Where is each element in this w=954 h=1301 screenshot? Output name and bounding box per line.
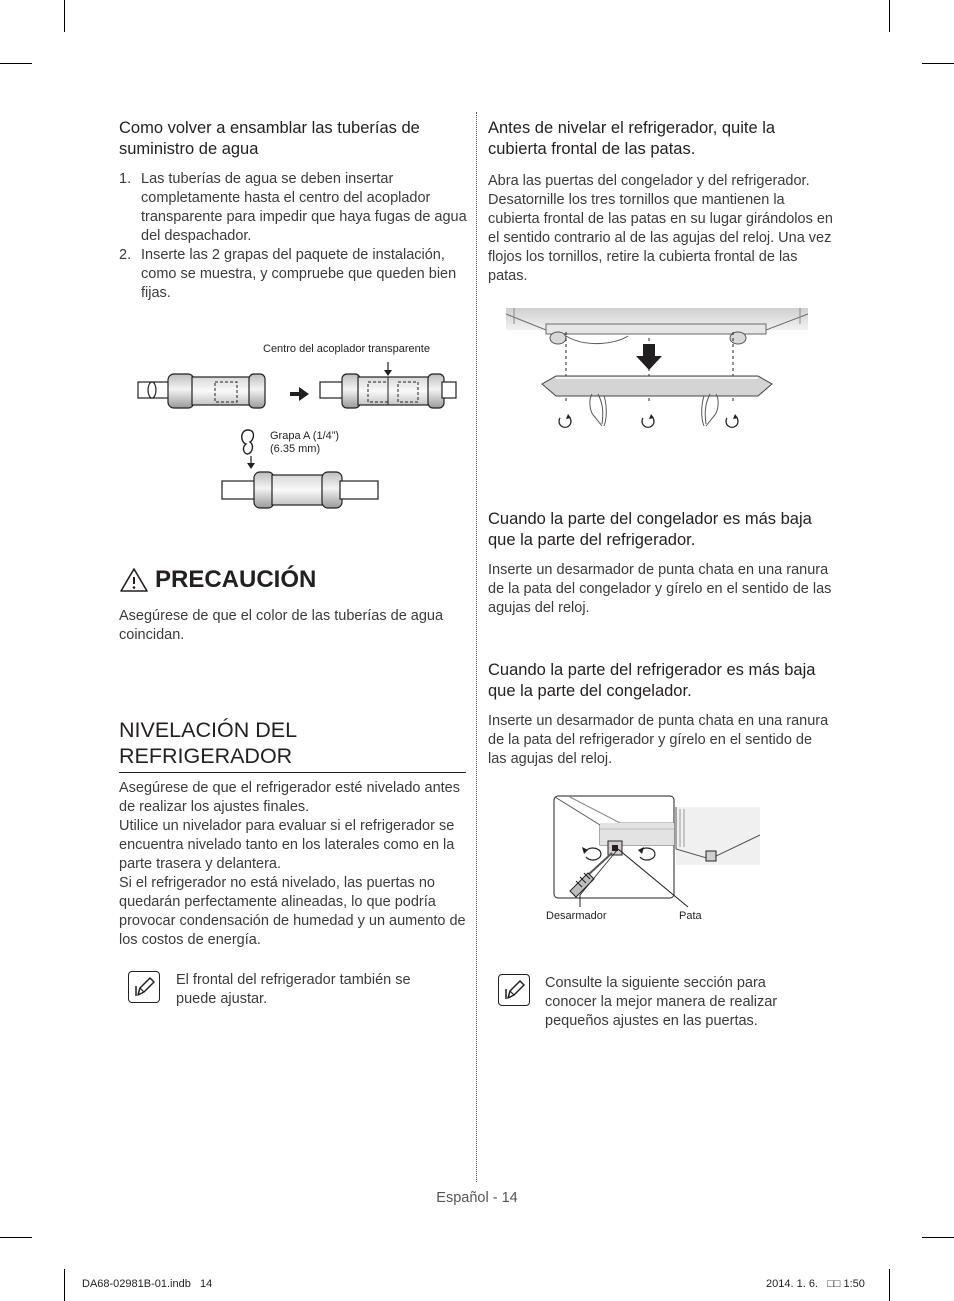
crop-mark xyxy=(64,0,65,32)
freezer-low-text: Inserte un desarmador de punta chata en una ranura de la pata del congelador y gírelo en el sentido de las agujas del reloj. xyxy=(488,562,832,616)
cover-text: Abra las puertas del congelador y del refrigerador. Desatornille los tres tornillos que mantienen la cubierta frontal de las patas en su lugar girándolos en el sentido contrario al de las agujas del reloj. Una vez flojos los tornillos, retire la cubierta frontal de las patas. xyxy=(488,173,833,284)
caution-heading xyxy=(119,566,316,594)
fridge-low-text: Inserte un desarmador de punta chata en una ranura de la pata del refrigerador y gírelo en el sentido de las agujas del reloj. xyxy=(488,713,829,767)
step-item xyxy=(119,246,467,303)
clip-label xyxy=(270,430,339,456)
screwdriver-figure xyxy=(540,795,762,930)
step-text: Inserte las 2 grapas del paquete de instalación, como se muestra, y compruebe que queden bien fijas. xyxy=(141,247,457,301)
leg-label: Pata xyxy=(679,910,702,922)
crop-mark xyxy=(922,1237,954,1238)
right-column xyxy=(488,118,833,286)
note-icon xyxy=(498,974,530,1006)
caution-title: PRECAUCIÓN xyxy=(155,566,317,593)
step-item xyxy=(119,170,467,246)
slug-date: 2014. 1. 6. □□ 1:50 xyxy=(766,1278,865,1290)
crop-mark xyxy=(0,1237,32,1238)
coupler-center-label: Centro del acoplador transparente xyxy=(263,343,430,355)
note-box xyxy=(128,971,458,1009)
page-number: Español - 14 xyxy=(436,1190,518,1206)
note-text: El frontal del refrigerador también se puede ajustar. xyxy=(176,972,411,1007)
leg-cover-illustration xyxy=(506,308,808,434)
step-number: 1. xyxy=(119,171,132,187)
note-text: Consulte la siguiente sección para conocer la mejor manera de realizar pequeños ajustes en las puertas. xyxy=(545,975,778,1029)
crop-mark xyxy=(0,63,32,64)
clip-label-line2: (6.35 mm) xyxy=(270,443,321,455)
left-column xyxy=(119,118,467,303)
reassemble-heading: Como volver a ensamblar las tuberías de suministro de agua xyxy=(119,119,420,158)
body-paragraph: Si el refrigerador no está nivelado, las puertas no quedarán perfectamente alineadas, lo que podría provocar condensación de humedad y un aumento de los costos de energía. xyxy=(119,875,466,948)
warning-icon xyxy=(119,567,149,593)
step-text: Las tuberías de agua se deben insertar completamente hasta el centro del acoplador transparente para impedir que haya fugas de agua del despachador. xyxy=(141,171,467,244)
step-list xyxy=(119,170,467,303)
note-icon xyxy=(128,971,160,1003)
leveling-section-title xyxy=(119,717,466,773)
screwdriver-label: Desarmador xyxy=(546,910,607,922)
cover-heading: Antes de nivelar el refrigerador, quite la cubierta frontal de las patas. xyxy=(488,119,776,158)
freezer-low-heading: Cuando la parte del congelador es más baja que la parte del refrigerador. xyxy=(488,510,812,549)
clip-label-line1: Grapa A (1/4”) xyxy=(270,430,340,442)
crop-mark xyxy=(64,1269,65,1301)
section-title-line1: NIVELACIÓN DEL xyxy=(119,718,298,742)
crop-mark xyxy=(889,1269,890,1301)
crop-mark xyxy=(889,0,890,32)
body-paragraph: Utilice un nivelador para evaluar si el refrigerador se encuentra nivelado tanto en los laterales como en la parte trasera y delantera. xyxy=(119,818,455,872)
crop-mark xyxy=(922,63,954,64)
freezer-low-section xyxy=(488,509,833,618)
column-divider xyxy=(476,112,477,1182)
note-box xyxy=(498,974,838,1031)
coupler-illustration xyxy=(130,336,460,516)
caution-text: Asegúrese de que el color de las tuberías de agua coincidan. xyxy=(119,608,444,643)
fridge-low-section xyxy=(488,660,833,769)
leveling-body xyxy=(119,779,467,950)
step-number: 2. xyxy=(119,247,132,263)
coupler-figure xyxy=(130,336,460,516)
section-title-line2: REFRIGERADOR xyxy=(119,744,293,768)
body-paragraph: Asegúrese de que el refrigerador esté nivelado antes de realizar los ajustes finales. xyxy=(119,780,460,815)
fridge-low-heading: Cuando la parte del refrigerador es más baja que la parte del congelador. xyxy=(488,661,816,700)
slug-file: DA68-02981B-01.indb 14 xyxy=(82,1278,213,1290)
